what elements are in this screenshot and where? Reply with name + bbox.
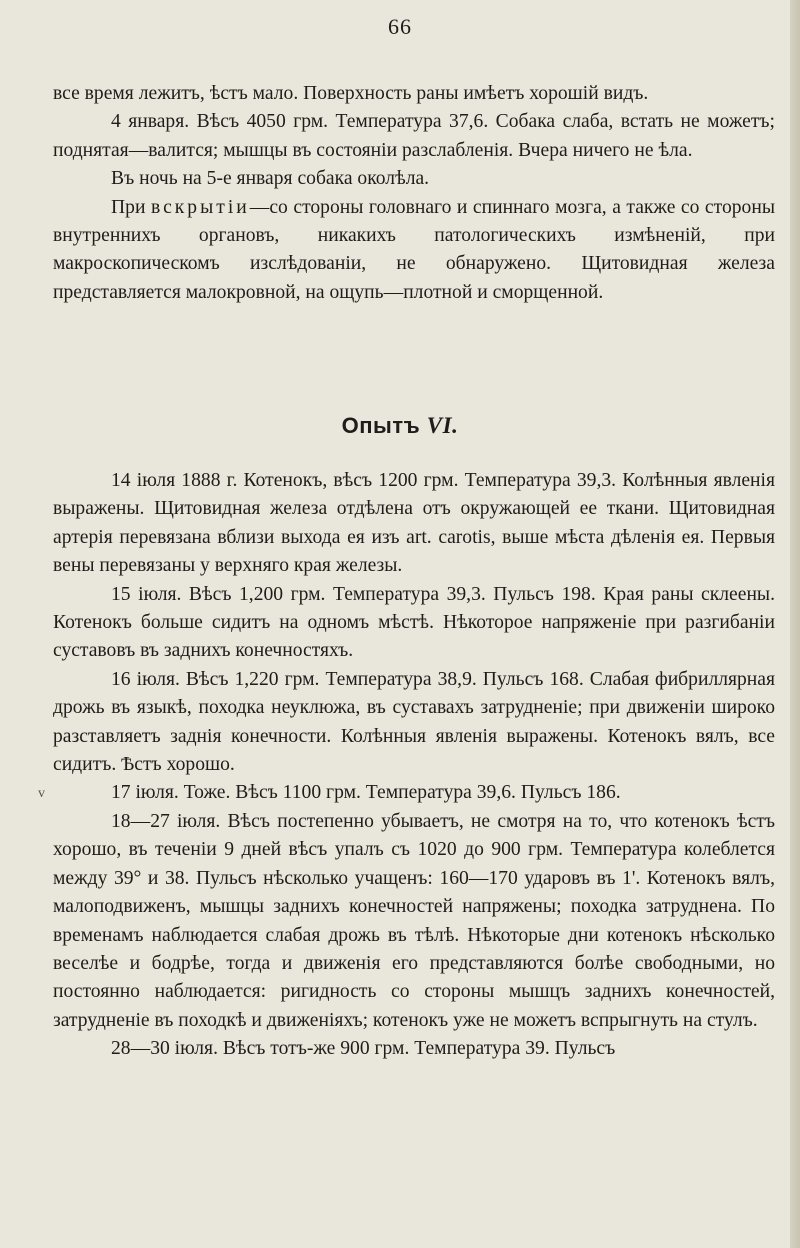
page-edge: [790, 0, 800, 1248]
paragraph-rest: —со стороны головнаго и спиннаго мозга, а также со стороны внутреннихъ органовъ, никакихъ патологическихъ измѣненій, при макроскопическомъ изслѣдованіи, не обнаружено. Щитовидная железа представляется малокровной, на ощупь—плотной и сморщенной.: [53, 196, 775, 303]
spaced-term: вскрытіи: [150, 196, 250, 218]
paragraph: 18—27 іюля. Вѣсъ постепенно убываетъ, не смотря на то, что котенокъ ѣстъ хорошо, въ теченіи 9 дней вѣсъ упалъ съ 1020 до 900 грм. Температура колеблется между 39° и 38. Пульсъ нѣсколько учащенъ: 160—170 ударовъ въ 1'. Котенокъ вялъ, малоподвиженъ, мышцы заднихъ конечностей напряжены; походка затруднена. По временамъ наблюдается слабая дрожь въ тѣлѣ. Нѣкоторые дни котенокъ нѣсколько веселѣе и бодрѣе, тогда и движенія его представляются болѣе свободными, но постоянно наблюдается: ригидность со стороны мышцъ заднихъ конечностей, затрудненіе въ походкѣ и движеніяхъ; котенокъ уже не можетъ вспрыгнуть на стулъ.: [53, 810, 775, 1031]
paragraph: 14 іюля 1888 г. Котенокъ, вѣсъ 1200 грм. Температура 39,3. Колѣнныя явленія выражены. Щитовидная железа отдѣлена отъ окружающей ее ткани. Щитовидная артерія перевязана вблизи выхода ея изъ art. carotis, выше мѣста дѣленія ея. Первыя вены перевязаны у верхняго края железы.: [53, 470, 775, 577]
paragraph: 15 іюля. Вѣсъ 1,200 грм. Температура 39,3. Пульсъ 198. Края раны склеены. Котенокъ больше сидитъ на одномъ мѣстѣ. Нѣкоторое напряженіе при разгибаніи суставовъ въ заднихъ конечностяхъ.: [53, 583, 775, 662]
text-block-1: [53, 80, 775, 307]
text-block-2: [53, 467, 775, 1064]
paragraph: 4 января. Вѣсъ 4050 грм. Температура 37,6. Собака слаба, встать не можетъ; поднятая—валится; мышцы въ состояніи разслабленія. Вчера ничего не ѣла.: [53, 111, 775, 161]
experiment-heading: [0, 413, 800, 439]
paragraph: 16 іюля. Вѣсъ 1,220 грм. Температура 38,9. Пульсъ 168. Слабая фибриллярная дрожь въ языкѣ, походка неуклюжа, въ суставахъ затрудненіе; при движеніи широко разставляетъ заднія конечности. Колѣнныя явленія выражены. Котенокъ вялъ, все сидитъ. Ѣстъ хорошо.: [53, 668, 775, 776]
heading-number: VI.: [426, 413, 459, 438]
page-number: 66: [388, 14, 412, 39]
paragraph: 17 іюля. Тоже. Вѣсъ 1100 грм. Температура 39,6. Пульсъ 186.: [111, 782, 621, 804]
paragraph: 28—30 іюля. Вѣсъ тотъ-же 900 грм. Температура 39. Пульсъ: [111, 1038, 616, 1060]
paragraph-lead: При: [111, 196, 151, 218]
margin-mark: v: [38, 786, 45, 801]
paragraph: все время лежитъ, ѣстъ мало. Поверхность раны имѣетъ хорошій видъ.: [53, 83, 649, 104]
heading-label: Опытъ: [341, 413, 421, 438]
paragraph: Въ ночь на 5-е января собака околѣла.: [111, 168, 430, 190]
paragraph-autopsy: [53, 194, 775, 308]
